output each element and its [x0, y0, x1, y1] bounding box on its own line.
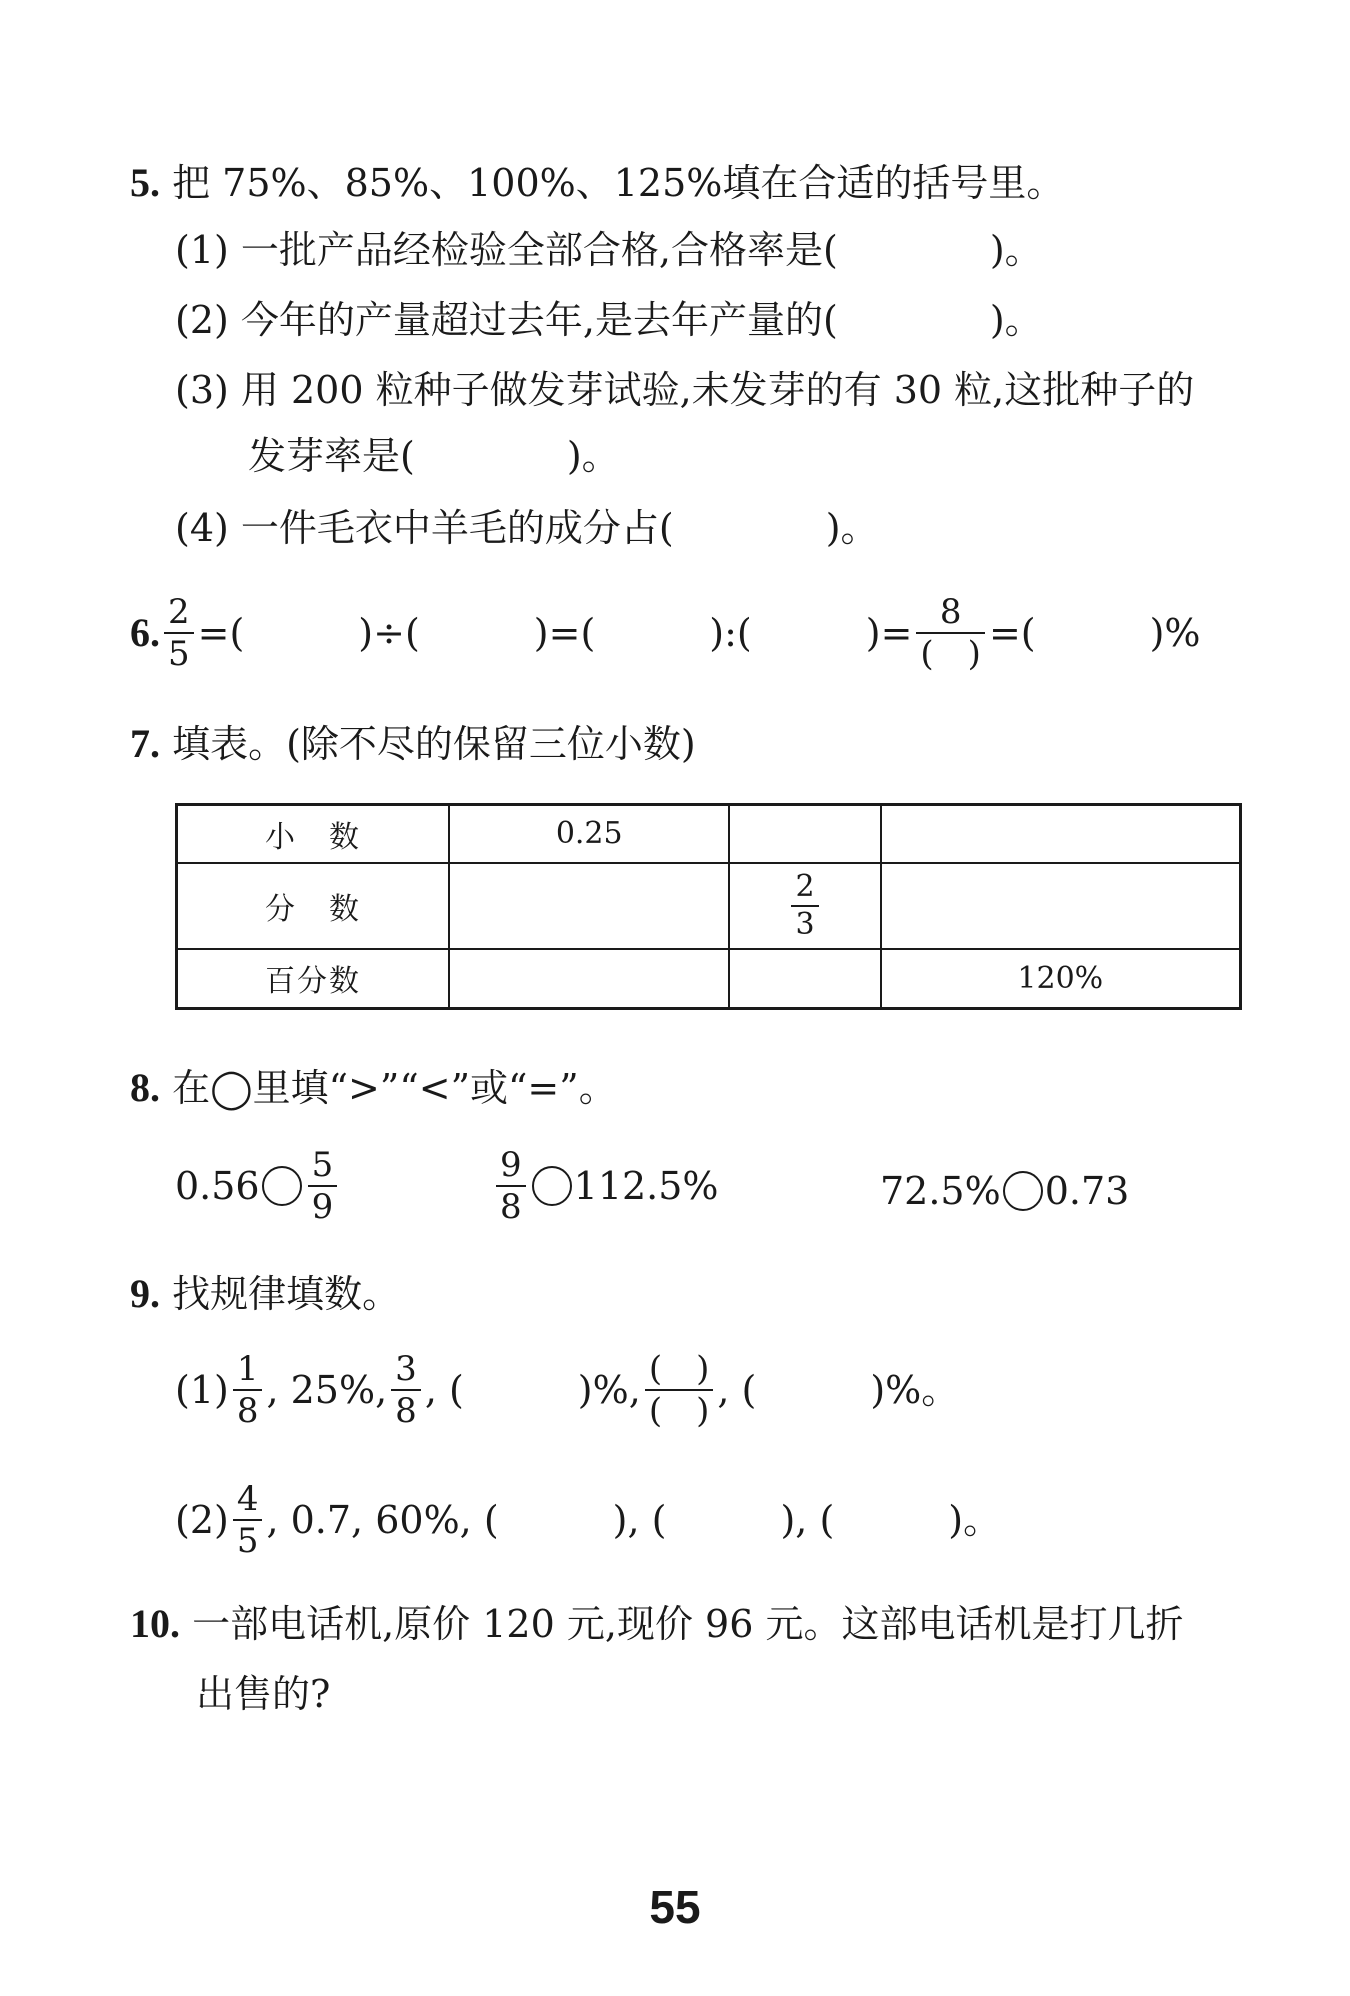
table-cell-decimal-2[interactable] [729, 805, 880, 863]
q6-fraction-2-5 [164, 592, 194, 674]
table-cell-decimal-1: 0.25 [449, 805, 729, 863]
table-frac-denominator: 3 [791, 905, 818, 940]
q6-frac-denominator: 5 [164, 632, 194, 671]
q8-prompt: 在◯里填“>”“<”或“=”。 [172, 1066, 617, 1110]
table-fraction-2-3 [791, 868, 818, 942]
q9-row1-frac3-numerator: ( ) [648, 1349, 710, 1389]
table-row-percent [177, 949, 1241, 1009]
compare-circle-b[interactable] [532, 1166, 572, 1206]
q8-compare-c [880, 1165, 1129, 1217]
compare-circle-c[interactable] [1003, 1171, 1043, 1211]
table-cell-fraction-2 [729, 863, 880, 949]
q9-row-2 [175, 1479, 1002, 1561]
q7-prompt: 填表。(除不尽的保留三位小数) [172, 722, 696, 766]
table-cell-percent-2[interactable] [729, 949, 880, 1009]
table-row-decimal [177, 805, 1241, 863]
q9-row1-text-3: , ( )%。 [717, 1368, 960, 1412]
q9-row1-frac3-denominator: ( ) [645, 1389, 714, 1428]
q7-fill-table [175, 803, 1242, 1010]
q9-row1-frac-1 [233, 1349, 263, 1431]
q6-frac-numerator: 2 [168, 592, 190, 632]
q5-number: 5. [130, 160, 160, 205]
q5-item-2: (2) 今年的产量超过去年,是去年产量的( )。 [175, 298, 1043, 342]
q7-prompt-line [130, 718, 696, 770]
q6-fraction-8-blank [916, 592, 985, 674]
q9-row1-text-1: , 25%, [266, 1368, 388, 1412]
table-cell-percent-1[interactable] [449, 949, 729, 1009]
q5-item-4: (4) 一件毛衣中羊毛的成分占( )。 [175, 506, 879, 550]
q5-prompt: 把 75%、85%、100%、125%填在合适的括号里。 [172, 161, 1065, 205]
q5-item-1: (1) 一批产品经检验全部合格,合格率是( )。 [175, 228, 1043, 272]
q6-equation-part2: =( )% [988, 611, 1201, 655]
q9-row2-frac1-numerator: 4 [236, 1479, 259, 1519]
q8-a-fraction [308, 1145, 338, 1227]
q9-row1-frac-2 [391, 1349, 421, 1431]
q10-line-1 [130, 1598, 1183, 1650]
q10-number: 10. [130, 1601, 180, 1646]
q7-number: 7. [130, 721, 160, 766]
page-number: 55 [649, 1881, 701, 1933]
table-head-percent: 百分数 [177, 949, 450, 1009]
q5-prompt-line [130, 157, 1064, 209]
q6-equation-part1: =( )÷( )=( ):( )= [197, 611, 913, 655]
q9-row1-frac1-denominator: 8 [233, 1389, 263, 1428]
q8-a-frac-denominator: 9 [308, 1185, 338, 1224]
q6-frac2-numerator: 8 [939, 592, 962, 632]
q9-row2-label: (2) [175, 1498, 229, 1542]
table-frac-numerator: 2 [795, 868, 815, 904]
q9-row1-label: (1) [175, 1368, 229, 1412]
table-head-decimal: 小 数 [177, 805, 450, 863]
q8-a-left: 0.56 [175, 1164, 260, 1208]
table-row-fraction [177, 863, 1241, 949]
q9-row-1 [175, 1349, 960, 1431]
q6-frac2-denominator: ( ) [916, 632, 985, 671]
q10-text-2: 出售的? [196, 1672, 331, 1716]
q8-number: 8. [130, 1065, 160, 1110]
q8-b-right: 112.5% [573, 1164, 719, 1208]
q9-row1-frac1-numerator: 1 [236, 1349, 259, 1389]
q8-a-frac-numerator: 5 [311, 1145, 334, 1185]
q9-row2-frac1-denominator: 5 [233, 1519, 263, 1558]
q6-line [130, 592, 1201, 674]
q8-compare-b [492, 1145, 719, 1227]
table-head-fraction: 分 数 [177, 863, 450, 949]
table-cell-percent-3: 120% [881, 949, 1241, 1009]
q9-row1-text-2: , ( )%, [424, 1368, 641, 1412]
q9-prompt-line [130, 1268, 400, 1320]
q5-item-3: (3) 用 200 粒种子做发芽试验,未发芽的有 30 粒,这批种子的 [175, 368, 1195, 412]
q8-b-frac-numerator: 9 [500, 1145, 522, 1185]
q8-prompt-line [130, 1062, 617, 1114]
table-cell-decimal-3[interactable] [881, 805, 1241, 863]
q9-number: 9. [130, 1271, 160, 1316]
q5-item-3-cont: 发芽率是( )。 [248, 434, 620, 478]
q8-b-frac-denominator: 8 [496, 1185, 526, 1224]
q8-c-right: 0.73 [1044, 1169, 1130, 1213]
q10-text-1: 一部电话机,原价 120 元,现价 96 元。这部电话机是打几折 [192, 1602, 1184, 1646]
q6-number: 6. [130, 610, 160, 655]
compare-circle-a[interactable] [262, 1166, 302, 1206]
q9-row2-text-1: , 0.7, 60%, ( ), ( ), ( )。 [266, 1498, 1002, 1542]
q9-row1-frac2-numerator: 3 [395, 1349, 417, 1389]
q9-row1-frac-3 [645, 1349, 714, 1431]
q8-compare-a [175, 1145, 341, 1227]
table-cell-fraction-3[interactable] [881, 863, 1241, 949]
table-cell-fraction-1[interactable] [449, 863, 729, 949]
q9-row1-frac2-denominator: 8 [391, 1389, 421, 1428]
q9-row2-frac-1 [233, 1479, 263, 1561]
q8-b-fraction [496, 1145, 526, 1227]
q8-c-left: 72.5% [880, 1169, 1001, 1213]
q9-prompt: 找规律填数。 [172, 1272, 401, 1316]
